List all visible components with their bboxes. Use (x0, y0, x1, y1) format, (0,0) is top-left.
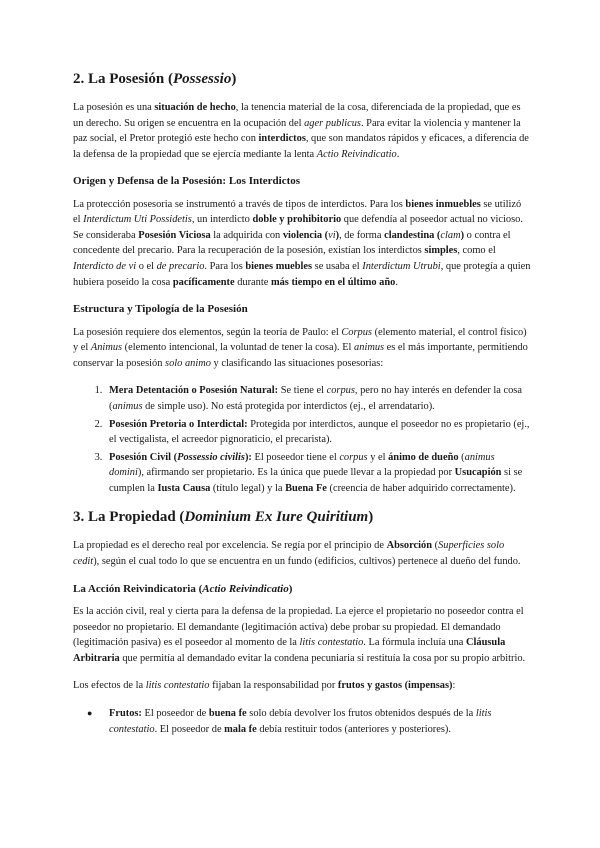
section-3-title: 3. La Propiedad (Dominium Ex Iure Quiritium) (73, 509, 374, 526)
list-item: ● Frutos: El poseedor de buena fe solo debía devolver los frutos obtenidos después de la litis contestatio. El poseedor de mala fe debía restituir todos (anteriores y posteriores). (105, 706, 531, 737)
interdicts-paragraph: La protección posesoria se instrumentó a través de tipos de interdictos. Para los bienes inmuebles se utilizó el Interdictum Uti Possidetis, un interdicto doble y prohibitorio que defendía al poseedor actual no vicioso. Se consideraba Posesión Viciosa la adquirida con violencia (vi), de forma clandestina (clam) o contra el concedente del precario. Para la recuperación de la posesión, existían los interdictos simples, como el Interdicto de vi o el de precario. Para los bienes muebles se usaba el Interdictum Utrubi, que protegía a quien hubiera poseído la cosa pacíficamente durante más tiempo en el último año. (73, 198, 531, 288)
reivindicatory-action-paragraph: Es la acción civil, real y cierta para la defensa de la propiedad. La ejerce el propietario no poseedor contra el poseedor no propietario. El demandante (legitimación activa) debe probar su propiedad. El demandado (legitimación pasiva) es el poseedor al momento de la litis contestatio. La fórmula incluía una Cláusula Arbitraria que permitía al demandado evitar la condena pecuniaria si restituía la cosa por su propio arbitrio. (73, 605, 526, 664)
list-item: 3. Posesión Civil (Possessio civilis): El poseedor tiene el corpus y el ánimo de dueño (animus domini), afirmando ser propietario. Es la única que puede llevar a la propiedad por Usucapión si se cumplen la Iusta Causa (título legal) y la Buena Fe (creencia de haber adquirido correctamente). (105, 450, 531, 497)
reivindicatory-action-heading: La Acción Reivindicatoria (Actio Reivindicatio) (73, 582, 293, 595)
list-item: 2. Posesión Pretoria o Interdictal: Protegida por interdictos, aunque el poseedor no es propietario (ej., el vectigalista, el acreedor pignoraticio, el precarista). (105, 417, 531, 448)
litis-effects-paragraph: Los efectos de la litis contestatio fijaban la responsabilidad por frutos y gastos (impensas): (73, 680, 456, 692)
possession-types-list (73, 383, 531, 496)
property-intro-paragraph: La propiedad es el derecho real por excelencia. Se regía por el principio de Absorción (Superficies solo cedit), según el cual todo lo que se encuentra en un fundo (edificios, cultivos) pertenece al dueño del fundo. (73, 540, 521, 568)
structure-paragraph: La posesión requiere dos elementos, según la teoría de Paulo: el Corpus (elemento material, el control físico) y el Animus (elemento intencional, la voluntad de tener la cosa). El animus es el más importante, permitiendo conservar la posesión solo animo y clasificando las situaciones posesorias: (73, 326, 528, 369)
list-item: 1. Mera Detentación o Posesión Natural: Se tiene el corpus, pero no hay interés en defender la cosa (animus de simple uso). No está protegida por interdictos (ej., el arrendatario). (105, 383, 531, 414)
document-page (73, 70, 531, 749)
possession-intro-paragraph: La posesión es una situación de hecho, la tenencia material de la cosa, diferenciada de la propiedad, que es un derecho. Su origen se encuentra en la ocupación del ager publicus. Para evitar la violencia y mantener la paz social, el Pretor protegió este hecho con interdictos, que son mandatos rápidos y eficaces, a diferencia de la defensa de la propiedad que se ejercía mediante la lenta Actio Reivindicatio. (73, 102, 529, 160)
section-2-title: 2. La Posesión (Possessio) (73, 71, 237, 87)
origin-defense-heading: Origen y Defensa de la Posesión: Los Interdictos (73, 175, 301, 188)
effects-bullet-list (73, 706, 531, 737)
structure-typology-heading: Estructura y Tipología de la Posesión (73, 303, 248, 316)
